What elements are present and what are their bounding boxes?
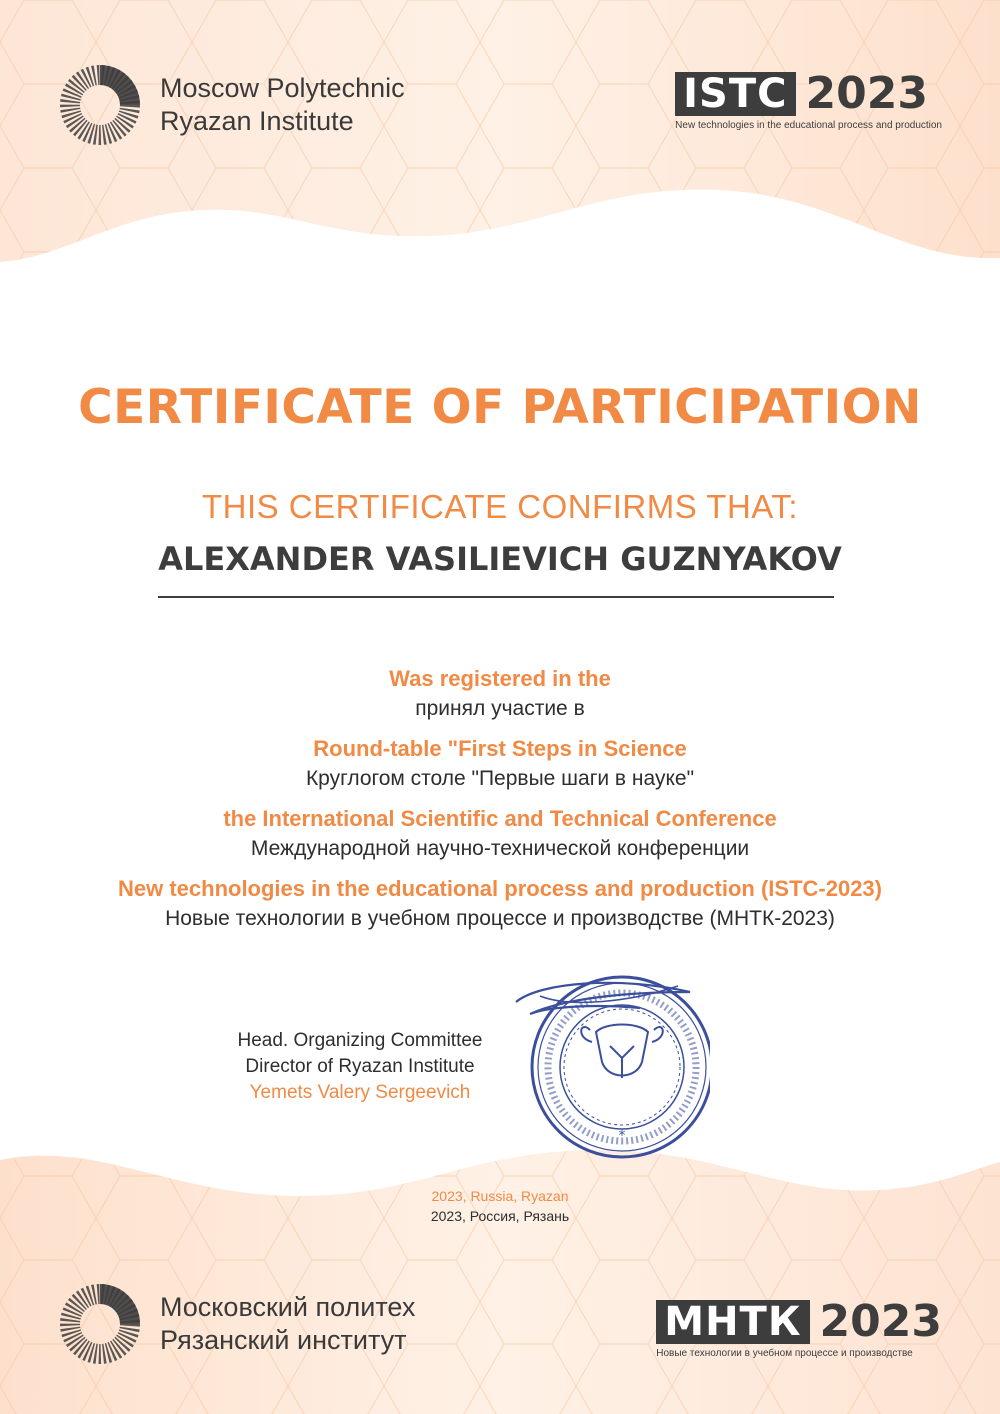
signatory-role2: Director of Ryazan Institute (245, 1056, 475, 1077)
signatory-block (150, 1028, 570, 1106)
line2-ru: Круглогом столе "Первые шаги в науке" (305, 767, 695, 790)
conference-abbreviation: ISTC (675, 72, 795, 116)
participation-details (0, 664, 1000, 944)
line4-ru: Новые технологии в учебном процессе и производстве (МНТК-2023) (165, 907, 835, 930)
ring-logo-icon (58, 1282, 142, 1366)
place-date-en: 2023, Russia, Ryazan (431, 1188, 569, 1204)
conference-year: 2023 (805, 68, 928, 119)
line1-en: Was registered in the (389, 666, 611, 691)
ring-logo-icon (58, 63, 142, 147)
institute-name-line1: Moscow Polytechnic (160, 73, 405, 103)
institute-name-ru-line2: Рязанский институт (160, 1325, 407, 1355)
conference-abbreviation-ru: МНТК (656, 1300, 809, 1344)
institute-name-top (160, 72, 405, 138)
institute-name-bottom (160, 1291, 415, 1357)
conference-tagline-ru: Новые технологии в учебном процессе и производстве (656, 1348, 913, 1359)
signatory-name: Yemets Valery Sergeevich (249, 1082, 471, 1103)
place-date (300, 1186, 700, 1226)
conference-logo-bottom (656, 1296, 942, 1359)
institute-name-ru-line1: Московский политех (160, 1292, 416, 1322)
certificate-title: CERTIFICATE OF PARTICIPATION (78, 380, 922, 435)
name-underline (158, 596, 834, 598)
institute-name-line2: Ryazan Institute (160, 106, 354, 136)
line3-en: the International Scientific and Technical Conference (223, 806, 777, 831)
line3-ru: Международной научно-технической конференции (250, 837, 750, 860)
conference-logo-top (675, 68, 942, 131)
institute-logo-top (58, 63, 405, 147)
line1-ru: принял участие в (415, 697, 585, 720)
place-date-ru: 2023, Россия, Рязань (430, 1208, 570, 1224)
signatory-role1: Head. Organizing Committee (237, 1030, 483, 1051)
line4-en: New technologies in the educational process and production (ISTC-2023) (117, 876, 882, 901)
official-stamp-icon (510, 962, 710, 1172)
line2-en: Round-table "First Steps in Science (313, 736, 687, 761)
conference-tagline: New technologies in the educational process and production (675, 120, 942, 131)
institute-logo-bottom (58, 1282, 415, 1366)
recipient-name: ALEXANDER VASILIEVICH GUZNYAKOV (158, 540, 842, 578)
svg-text:*: * (618, 1128, 626, 1144)
conference-year-ru: 2023 (819, 1296, 942, 1347)
confirms-heading: THIS CERTIFICATE CONFIRMS THAT: (201, 488, 799, 525)
